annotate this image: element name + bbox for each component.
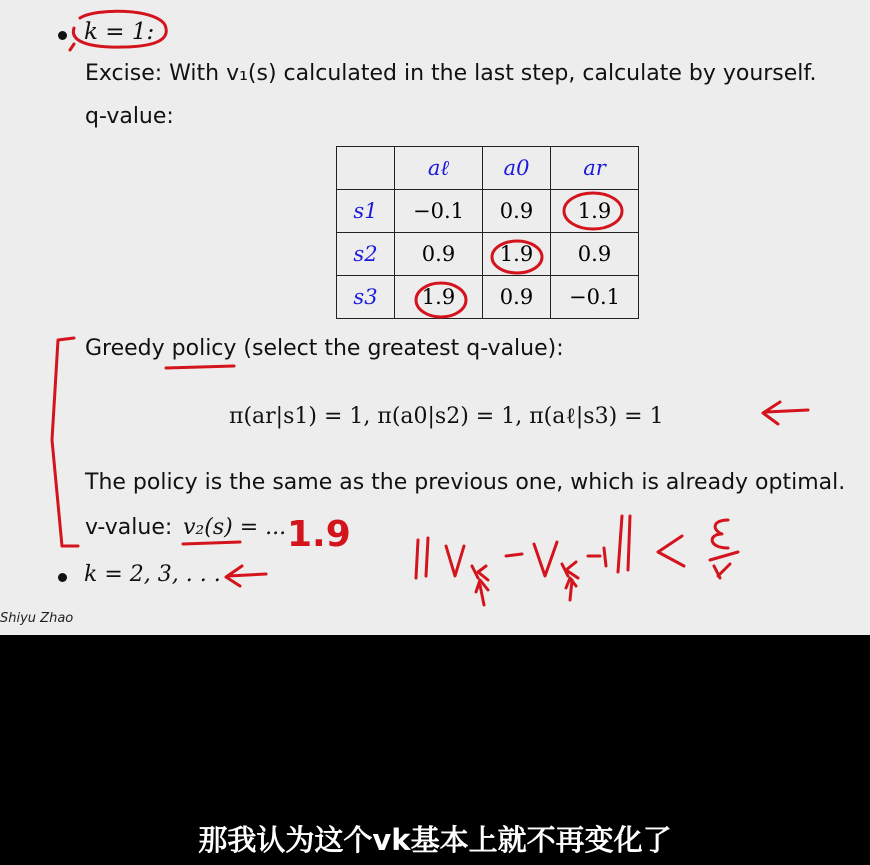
cell: −0.1 [395,190,483,233]
state-s3: s3 [337,276,395,319]
policy-equation: π(ar|s1) = 1, π(a0|s2) = 1, π(aℓ|s3) = 1 [229,404,664,429]
state-s1: s1 [337,190,395,233]
video-subtitle: 那我认为这个vk基本上就不再变化了 [198,823,672,857]
k1-label: k = 1: [84,19,155,45]
author-footer: Shiyu Zhao [0,611,74,626]
handwritten-condition-text: ||Vk − Vk−1|| < ε [415,628,424,629]
underline-policy-mark [166,366,234,368]
cell: 1.9 [483,233,551,276]
qvalue-label: q-value: [85,104,174,129]
header-a-zero: a0 [483,147,551,190]
arrow-k-next-mark [226,566,266,586]
vvalue-label: v-value: [85,515,173,540]
cell: 1.9 [395,276,483,319]
circle-k1-mark [70,11,166,50]
cell: 0.9 [483,276,551,319]
greedy-policy-label: Greedy policy (select the greatest q-value): [85,336,564,361]
arrow-policy-mark [763,402,808,424]
circle-s3-al-mark [416,283,466,317]
condition-mark [416,516,738,605]
vvalue-expression: v₂(s) = ... [183,515,287,540]
state-s2: s2 [337,233,395,276]
exercise-text: Excise: With v₁(s) calculated in the last step, calculate by yourself. [85,61,817,86]
cell: 0.9 [395,233,483,276]
underline-v2-mark [183,542,240,544]
header-a-left: aℓ [395,147,483,190]
handwritten-value: 1.9 [287,514,351,555]
bracket-mark [52,338,78,546]
k-next-label: k = 2, 3, . . . [84,562,221,587]
cell: −0.1 [551,276,639,319]
circle-s1-ar-mark [564,193,622,229]
header-a-right: ar [551,147,639,190]
same-policy-text: The policy is the same as the previous one, which is already optimal. [85,470,846,495]
cell: 0.9 [551,233,639,276]
cell: 0.9 [483,190,551,233]
cell: 1.9 [551,190,639,233]
circle-s2-a0-mark [492,241,542,273]
